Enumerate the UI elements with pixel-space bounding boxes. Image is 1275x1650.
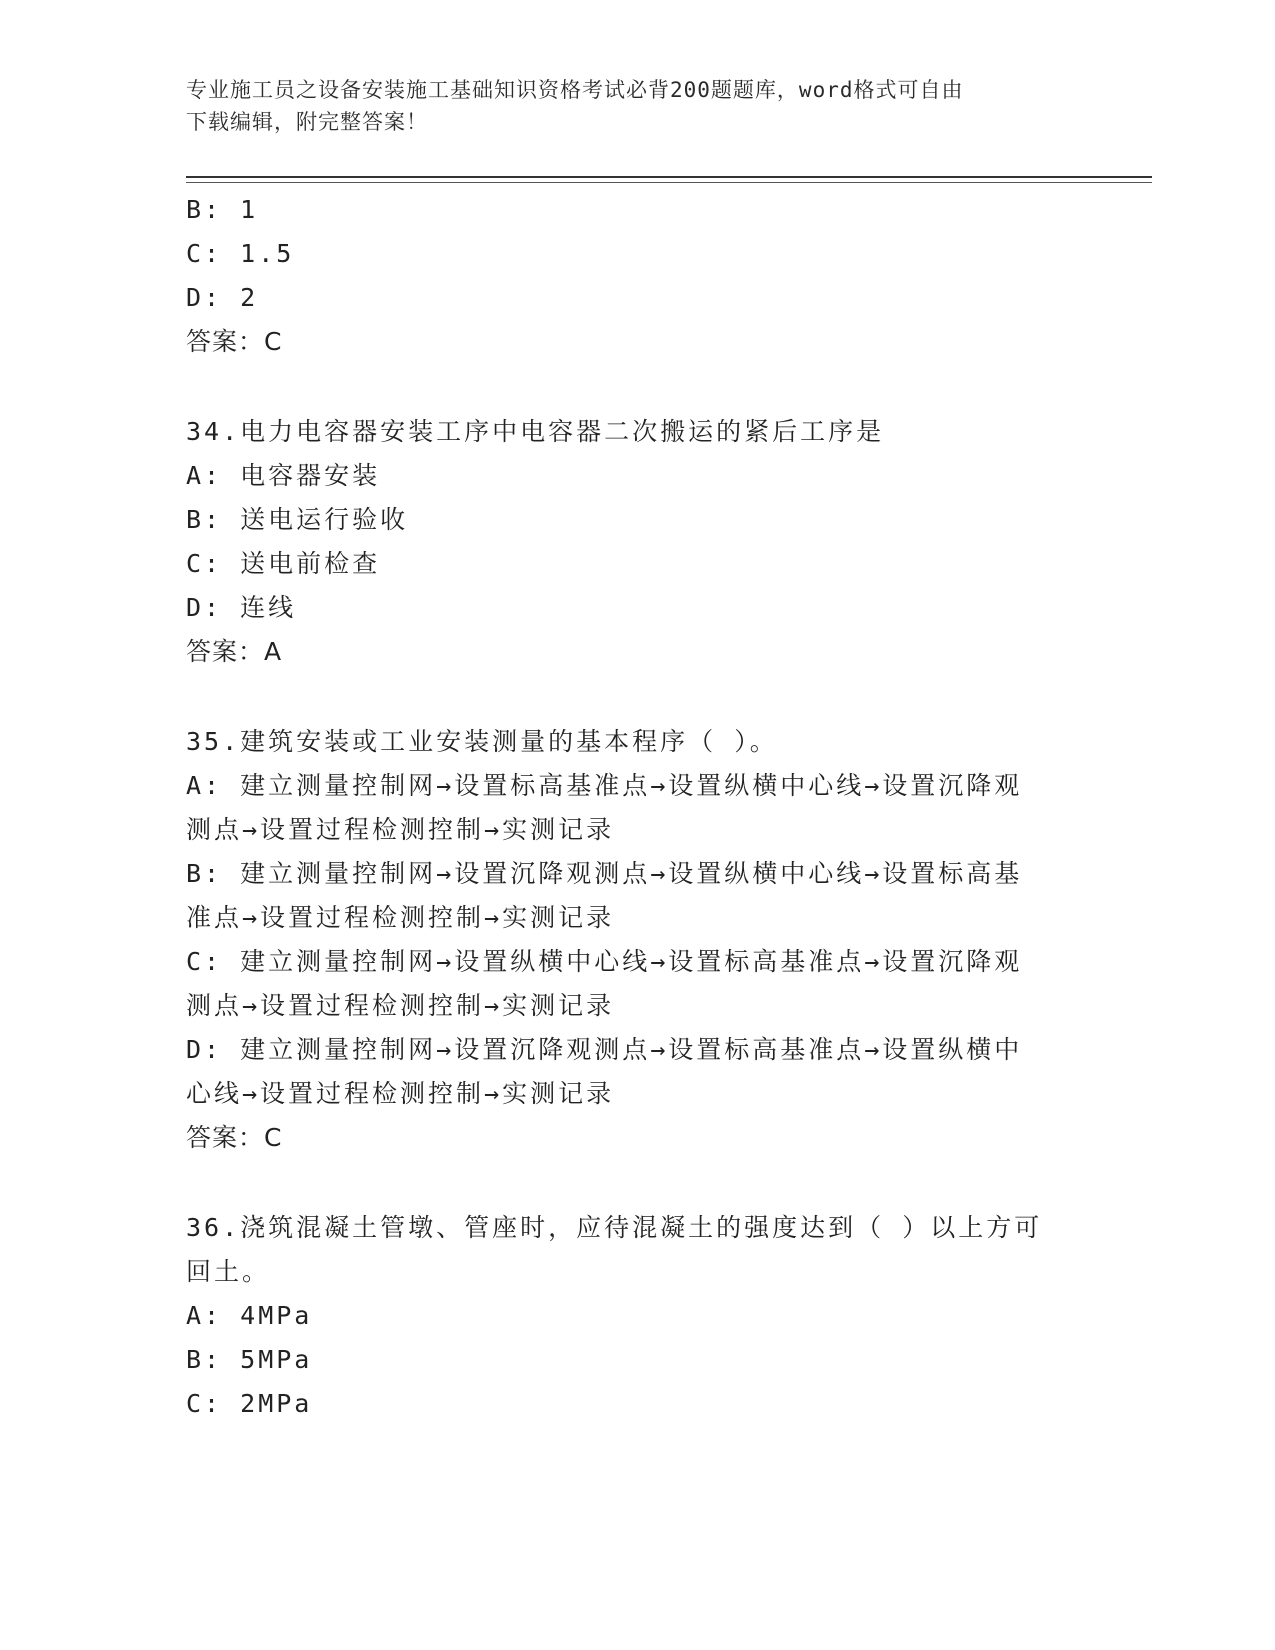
- q35-option-b-line-2: 准点→设置过程检测控制→实测记录: [186, 903, 615, 932]
- q36-stem-line-1: 36.浇筑混凝土管墩、管座时，应待混凝土的强度达到（ ）以上方可: [186, 1213, 1043, 1242]
- q34-option-b: B: 送电运行验收: [186, 505, 409, 534]
- header-divider-thick: [186, 176, 1152, 178]
- q35-stem: 35.建筑安装或工业安装测量的基本程序（ ）。: [186, 727, 778, 756]
- q34-stem: 34.电力电容器安装工序中电容器二次搬运的紧后工序是: [186, 417, 885, 446]
- q34-answer: 答案：A: [186, 637, 283, 666]
- header-divider-thin: [186, 182, 1152, 183]
- q35-option-c-line-2: 测点→设置过程检测控制→实测记录: [186, 991, 615, 1020]
- q36-option-b: B: 5MPa: [186, 1345, 313, 1374]
- q35-answer: 答案：C: [186, 1123, 283, 1152]
- document-header: [186, 74, 1066, 138]
- q35-option-d-line-2: 心线→设置过程检测控制→实测记录: [186, 1079, 615, 1108]
- q33-option-c: C: 1.5: [186, 239, 295, 268]
- q35-option-a-line-2: 测点→设置过程检测控制→实测记录: [186, 815, 615, 844]
- header-line-2: 下载编辑，附完整答案！: [186, 110, 428, 134]
- q33-option-b: B: 1: [186, 195, 259, 224]
- q33-answer: 答案：C: [186, 327, 283, 356]
- q35-option-c-line-1: C: 建立测量控制网→设置纵横中心线→设置标高基准点→设置沉降观: [186, 947, 1023, 976]
- q33-option-d: D: 2: [186, 283, 259, 312]
- q36-option-a: A: 4MPa: [186, 1301, 313, 1330]
- q34-option-d: D: 连线: [186, 593, 297, 622]
- q36-stem-line-2: 回土。: [186, 1257, 271, 1286]
- q34-option-c: C: 送电前检查: [186, 549, 381, 578]
- q35-option-d-line-1: D: 建立测量控制网→设置沉降观测点→设置标高基准点→设置纵横中: [186, 1035, 1023, 1064]
- q35-option-a-line-1: A: 建立测量控制网→设置标高基准点→设置纵横中心线→设置沉降观: [186, 771, 1023, 800]
- header-line-1: 专业施工员之设备安装施工基础知识资格考试必背200题题库，word格式可自由: [186, 78, 964, 102]
- q35-option-b-line-1: B: 建立测量控制网→设置沉降观测点→设置纵横中心线→设置标高基: [186, 859, 1023, 888]
- q36-option-c: C: 2MPa: [186, 1389, 313, 1418]
- q34-option-a: A: 电容器安装: [186, 461, 381, 490]
